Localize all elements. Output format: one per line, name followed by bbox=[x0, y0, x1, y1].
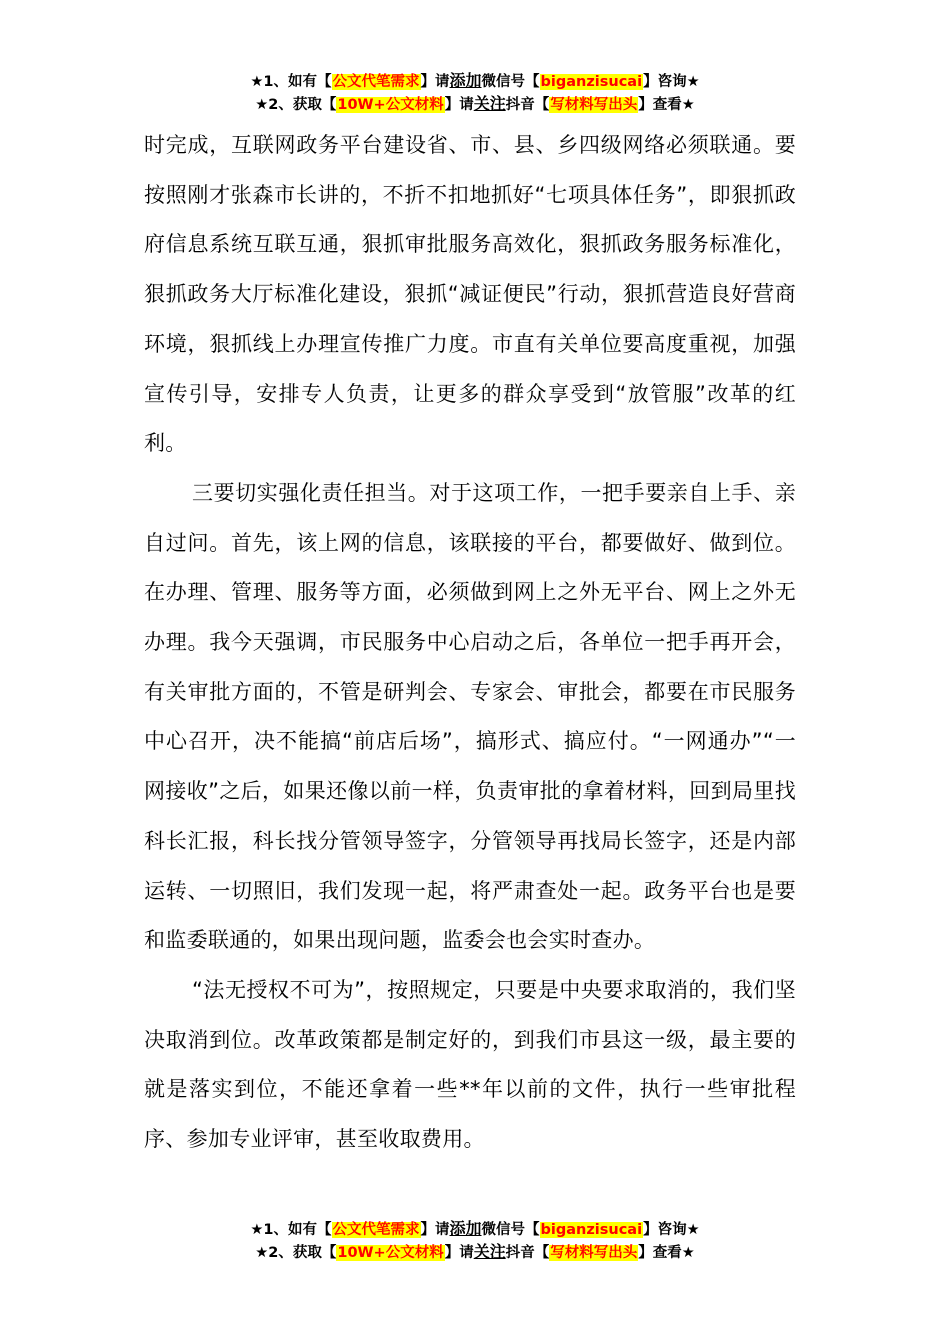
banner-highlight: biganzisucai bbox=[540, 1222, 643, 1238]
banner-text: 】请 bbox=[444, 97, 474, 113]
banner-highlight: 10W+公文材料 bbox=[337, 1245, 444, 1261]
banner-emphasis: 关注 bbox=[473, 94, 506, 113]
banner-text: 】查看★ bbox=[638, 97, 695, 113]
banner-text: ★2、获取【 bbox=[255, 1245, 337, 1261]
banner-line-2 bbox=[0, 1240, 950, 1263]
banner-text: 微信号【 bbox=[481, 74, 540, 90]
banner-highlight: 写材料写出头 bbox=[550, 97, 638, 113]
banner-text: 】请 bbox=[420, 1222, 450, 1238]
paragraph: 三要切实强化责任担当。对于这项工作，一把手要亲自上手、亲自过问。首先，该上网的信息，该联接的平台，都要做好、做到位。在办理、管理、服务等方面，必须做到网上之外无平台、网上之外无办理。我今天强调，市民服务中心启动之后，各单位一把手再开会，有关审批方面的，不管是研判会、专家会、审批会，都要在市民服务中心召开，决不能搞“前店后场”，搞形式、搞应付。“一网通办”“一网接收”之后，如果还像以前一样，负责审批的拿着材料，回到局里找科长汇报，科长找分管领导签字，分管领导再找局长签字，还是内部运转、一切照旧，我们发现一起，将严肃查处一起。政务平台也是要和监委联通的，如果出现问题，监委会也会实时查办。 bbox=[144, 480, 796, 953]
banner-highlight: biganzisucai bbox=[540, 74, 643, 90]
banner-line-2 bbox=[0, 92, 950, 115]
banner-highlight: 公文代笔需求 bbox=[332, 1222, 420, 1238]
banner-highlight: 公文代笔需求 bbox=[332, 74, 420, 90]
banner-text: 】查看★ bbox=[638, 1245, 695, 1261]
banner-text: ★1、如有【 bbox=[250, 1222, 332, 1238]
footer-banner bbox=[0, 1217, 950, 1263]
banner-line-1 bbox=[0, 69, 950, 92]
banner-text: ★2、获取【 bbox=[255, 97, 337, 113]
banner-line-1 bbox=[0, 1217, 950, 1240]
banner-text: 抖音【 bbox=[505, 1245, 550, 1261]
banner-text: ★1、如有【 bbox=[250, 74, 332, 90]
banner-highlight: 10W+公文材料 bbox=[337, 97, 444, 113]
banner-text: 】咨询★ bbox=[643, 74, 700, 90]
document-body bbox=[144, 121, 796, 1165]
banner-text: 微信号【 bbox=[481, 1222, 540, 1238]
banner-text: 】请 bbox=[420, 74, 450, 90]
banner-emphasis: 关注 bbox=[473, 1242, 506, 1261]
header-banner bbox=[0, 69, 950, 115]
banner-text: 】咨询★ bbox=[643, 1222, 700, 1238]
banner-emphasis: 添加 bbox=[449, 1219, 482, 1238]
paragraph: 时完成，互联网政务平台建设省、市、县、乡四级网络必须联通。要按照刚才张森市长讲的，不折不扣地抓好“七项具体任务”，即狠抓政府信息系统互联互通，狠抓审批服务高效化，狠抓政务服务标准化，狠抓政务大厅标准化建设，狠抓“减证便民”行动，狠抓营造良好营商环境，狠抓线上办理宣传推广力度。市直有关单位要高度重视，加强宣传引导，安排专人负责，让更多的群众享受到“放管服”改革的红利。 bbox=[144, 133, 796, 456]
paragraph: “法无授权不可为”，按照规定，只要是中央要求取消的，我们坚决取消到位。改革政策都是制定好的，到我们市县这一级，最主要的就是落实到位，不能还拿着一些**年以前的文件，执行一些审批程序、参加专业评审，甚至收取费用。 bbox=[144, 977, 796, 1152]
banner-emphasis: 添加 bbox=[449, 71, 482, 90]
banner-highlight: 写材料写出头 bbox=[550, 1245, 638, 1261]
banner-text: 抖音【 bbox=[505, 97, 550, 113]
banner-text: 】请 bbox=[444, 1245, 474, 1261]
